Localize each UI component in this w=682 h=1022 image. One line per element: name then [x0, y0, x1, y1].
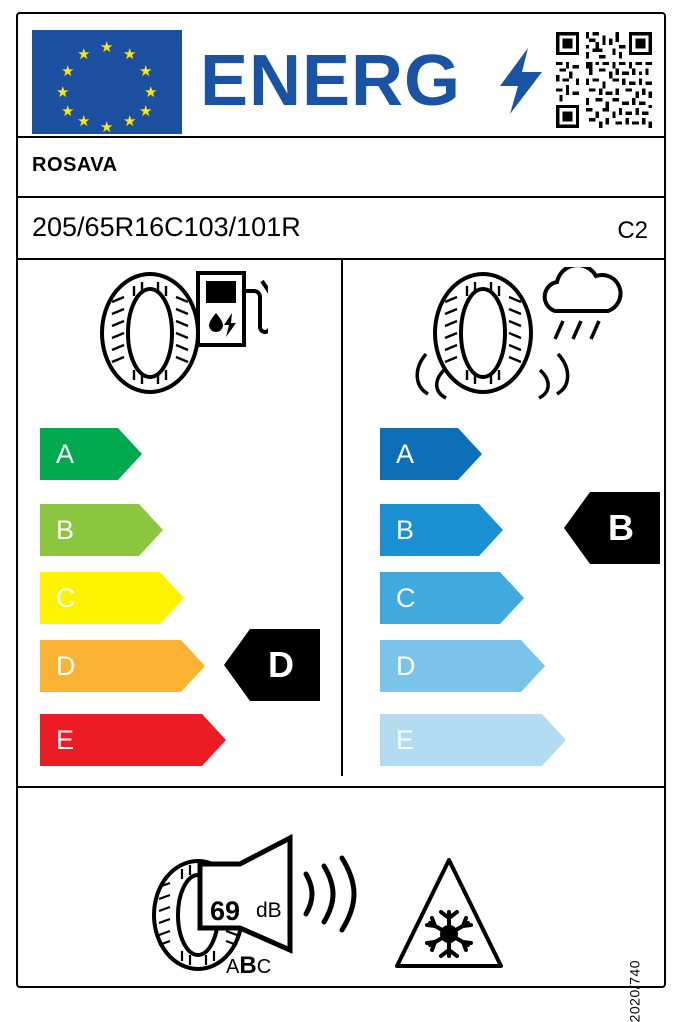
wetgrip-grade-b-letter: B — [396, 514, 415, 545]
fuel-grade-d-letter: D — [56, 650, 76, 681]
fuel-grade-e-letter: E — [56, 724, 75, 755]
lightning-bolt-icon — [498, 48, 544, 114]
page-title: ENERG — [200, 41, 462, 121]
tire-class: C2 — [617, 217, 648, 244]
wetgrip-grade-c-letter: C — [396, 582, 416, 613]
fuel-grade-c — [40, 572, 184, 624]
wetgrip-grade-b — [380, 504, 503, 556]
noise-class-a: A — [226, 956, 240, 978]
fuel-grade-d — [40, 640, 205, 692]
wetgrip-rating-letter: B — [608, 507, 634, 548]
noise-unit: dB — [256, 899, 282, 922]
fuel-rating-marker — [224, 629, 320, 701]
noise-value: 69 — [210, 896, 241, 926]
wetgrip-grade-e-letter: E — [396, 724, 415, 755]
speaker-icon — [194, 832, 364, 954]
noise-class-c: C — [256, 956, 272, 978]
fuel-pump-icon — [194, 267, 268, 349]
wetgrip-rating-marker — [564, 492, 660, 564]
divider-brand — [18, 196, 664, 198]
fuel-grade-b — [40, 504, 163, 556]
fuel-grade-a-letter: A — [56, 438, 75, 469]
regulation-reference: 2020/740 — [626, 960, 642, 1022]
wetgrip-grade-d — [380, 640, 545, 692]
snowflake-mountain-icon — [393, 854, 505, 972]
wetgrip-grade-a-letter: A — [396, 438, 415, 469]
tire-size: 205/65R16C103/101R — [32, 212, 301, 242]
rain-cloud-icon — [533, 267, 625, 353]
wetgrip-grade-d-letter: D — [396, 650, 416, 681]
divider-header — [18, 136, 664, 138]
water-splash-icon — [408, 344, 578, 410]
wetgrip-grade-a — [380, 428, 482, 480]
eu-flag-icon: ★ ★ ★ ★ ★ ★ ★ ★ ★ ★ ★ ★ — [32, 30, 182, 134]
divider-bottom — [18, 786, 664, 788]
fuel-grade-b-letter: B — [56, 514, 75, 545]
fuel-grade-e — [40, 714, 226, 766]
divider-vertical — [341, 258, 343, 776]
qr-code-icon — [556, 32, 652, 128]
wetgrip-grade-e — [380, 714, 566, 766]
fuel-grade-c-letter: C — [56, 582, 76, 613]
brand-name: ROSAVA — [32, 154, 118, 176]
tire-icon — [98, 272, 202, 394]
fuel-rating-letter: D — [268, 644, 294, 685]
noise-class-scale — [226, 952, 271, 980]
noise-class-b: B — [239, 952, 257, 979]
fuel-grade-a — [40, 428, 142, 480]
wetgrip-grade-c — [380, 572, 524, 624]
energy-label-card — [16, 12, 666, 1022]
label-header — [18, 14, 664, 136]
